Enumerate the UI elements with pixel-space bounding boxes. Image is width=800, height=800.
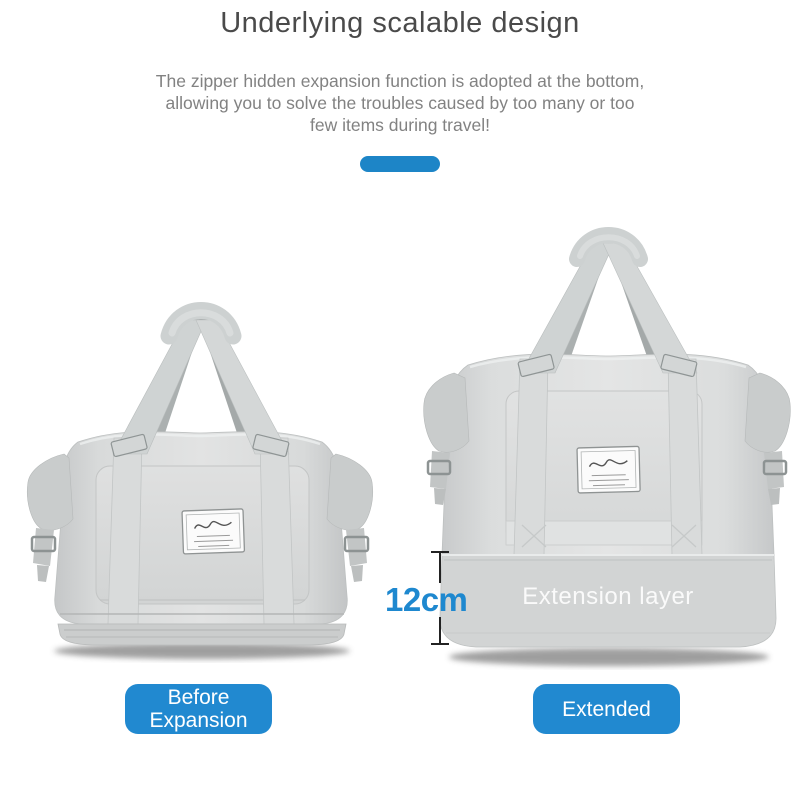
measurement-label: 12cm xyxy=(385,581,468,618)
subtitle-line-3: few items during travel! xyxy=(310,115,490,135)
subtitle-line-1: The zipper hidden expansion function is adopted at the bottom, xyxy=(155,71,645,91)
extension-layer-label: Extension layer xyxy=(522,583,694,610)
measurement-line-bottom xyxy=(439,617,441,644)
caption-before-expansion: Before Expansion xyxy=(125,684,272,734)
divider-pill xyxy=(360,156,440,172)
brand-tag-icon xyxy=(182,509,244,554)
page-subtitle xyxy=(0,70,800,136)
page-title: Underlying scalable design xyxy=(220,7,580,39)
caption-extended: Extended xyxy=(533,684,680,734)
measurement-cap-bottom xyxy=(431,643,449,645)
bag-before-photo xyxy=(20,278,380,663)
measurement-cap-top xyxy=(431,551,449,553)
bag-before-illustration xyxy=(20,278,380,663)
brand-tag-icon xyxy=(577,446,640,493)
subtitle-line-2: allowing you to solve the troubles caused by too many or too xyxy=(165,93,635,113)
bag-shadow xyxy=(449,648,769,666)
measurement-line-top xyxy=(439,552,441,583)
bag-handle xyxy=(518,235,697,377)
bag-shadow xyxy=(54,643,350,659)
